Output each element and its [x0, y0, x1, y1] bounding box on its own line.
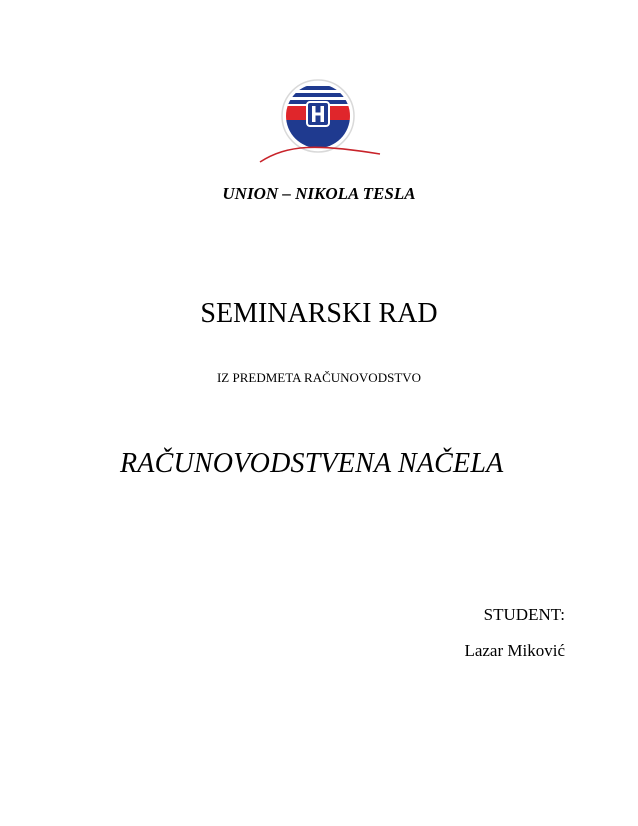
- university-logo-icon: [248, 74, 388, 170]
- subject-line: IZ PREDMETA RAČUNOVODSTVO: [216, 370, 422, 385]
- paper-title: RAČUNOVODSTVENA NAČELA: [120, 448, 504, 479]
- university-name: UNION – NIKOLA TESLA: [222, 184, 416, 203]
- student-name: Lazar Miković: [464, 641, 565, 660]
- student-label: STUDENT:: [483, 605, 565, 624]
- document-type: SEMINARSKI RAD: [200, 298, 438, 329]
